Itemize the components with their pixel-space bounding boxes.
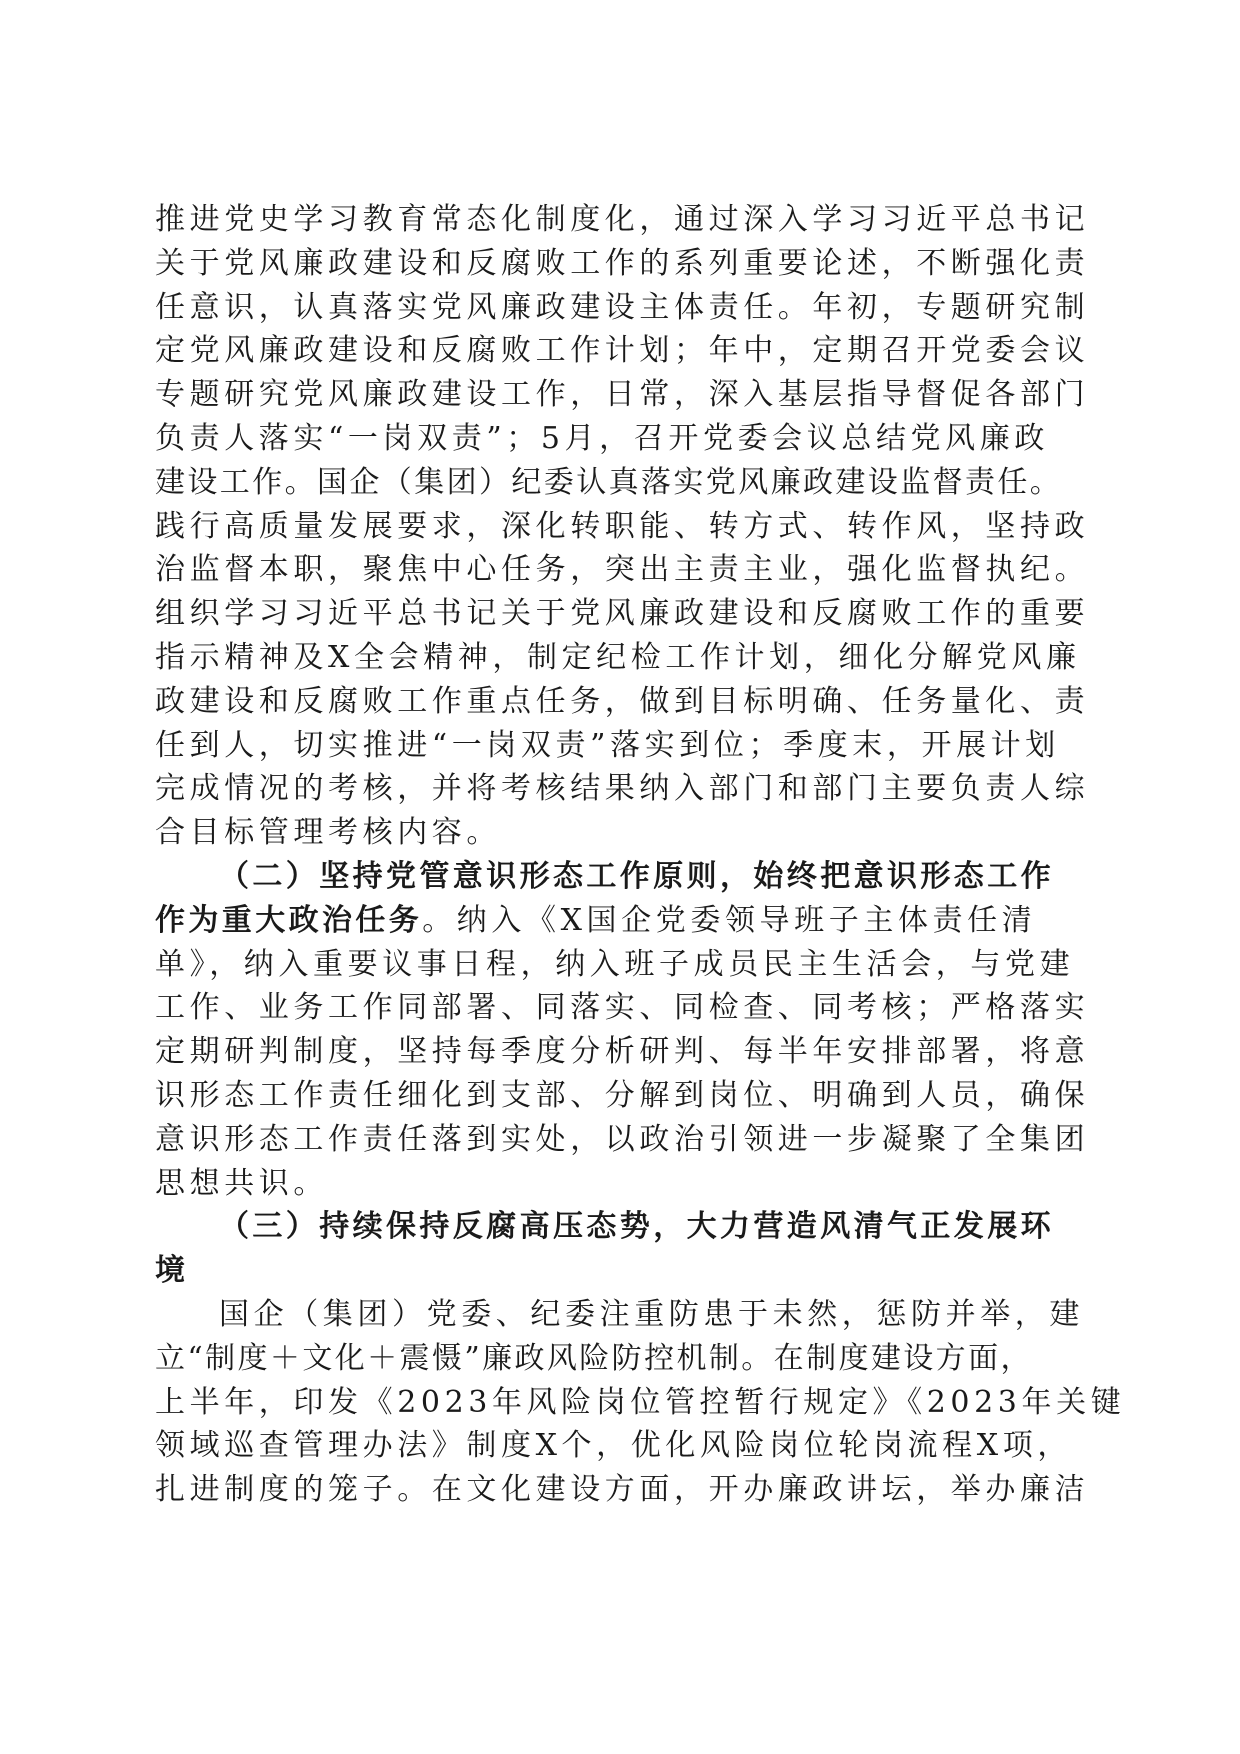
section-1-paragraph xyxy=(155,198,1090,855)
text-line: 定党风廉政建设和反腐败工作计划；年中，定期召开党委会议 xyxy=(155,333,1090,369)
text-line: 合目标管理考核内容。 xyxy=(155,815,501,851)
section-3-heading: （三）持续保持反腐高压态势，大力营造风清气正发展环 xyxy=(219,1209,1054,1245)
text-line: 领域巡查管理办法》制度X个，优化风险岗位轮岗流程X项， xyxy=(155,1428,1072,1464)
section-2-heading-continued xyxy=(155,899,1075,943)
section-2-heading: （二）坚持党管意识形态工作原则，始终把意识形态工作 xyxy=(219,858,1054,894)
section-2-paragraph xyxy=(155,855,1090,1205)
text-line: 意识形态工作责任落到实处，以政治引领进一步凝聚了全集团 xyxy=(155,1121,1090,1157)
text-line: 推进党史学习教育常态化制度化，通过深入学习习近平总书记 xyxy=(155,202,1090,237)
text-line: 负责人落实“一岗双责”；5月，召开党委会议总结党风廉政 xyxy=(155,420,1049,456)
text-line: 任意识，认真落实党风廉政建设主体责任。年初，专题研究制 xyxy=(155,289,1090,325)
text-line: 立“制度＋文化＋震慑”廉政风险防控机制。在制度建设方面， xyxy=(155,1340,1033,1376)
text-line: 扎进制度的笼子。在文化建设方面，开办廉政讲坛，举办廉洁 xyxy=(155,1472,1090,1508)
text-line: 专题研究党风廉政建设工作，日常，深入基层指导督促各部门 xyxy=(155,377,1090,413)
text-line: 治监督本职，聚焦中心任务，突出主责主业，强化监督执纪。 xyxy=(155,552,1090,588)
text-line: 单》，纳入重要议事日程，纳入班子成员民主生活会，与党建 xyxy=(155,946,1075,982)
text-line: 关于党风廉政建设和反腐败工作的系列重要论述，不断强化责 xyxy=(155,245,1090,281)
text-line: 国企（集团）党委、纪委注重防患于未然，惩防并举，建 xyxy=(219,1296,1084,1332)
text-line: 思想共识。 xyxy=(155,1165,328,1201)
text-line: 任到人，切实推进“一岗双责”落实到位；季度末，开展计划 xyxy=(155,727,1060,763)
text-line: 建设工作。国企（集团）纪委认真落实党风廉政建设监督责任。 xyxy=(155,464,1063,500)
text-line: 上半年，印发《2023年风险岗位管控暂行规定》《2023年关键 xyxy=(155,1384,1126,1420)
text-line: 政建设和反腐败工作重点任务，做到目标明确、任务量化、责 xyxy=(155,683,1090,719)
text-line: 识形态工作责任细化到支部、分解到岗位、明确到人员，确保 xyxy=(155,1077,1090,1113)
text-line: 完成情况的考核，并将考核结果纳入部门和部门主要负责人综 xyxy=(155,771,1090,807)
text-line: 指示精神及X全会精神，制定纪检工作计划，细化分解党风廉 xyxy=(155,639,1081,675)
text-line: 定期研判制度，坚持每季度分析研判、每半年安排部署，将意 xyxy=(155,1034,1090,1070)
section-3-heading-continued: 境 xyxy=(155,1253,189,1289)
text-line: 组织学习习近平总书记关于党风廉政建设和反腐败工作的重要 xyxy=(155,596,1090,632)
section-2-heading-bold: 作为重大政治任务 xyxy=(155,902,423,938)
section-2-text: 。纳入《X国企党委领导班子主体责任清 xyxy=(422,902,1037,938)
document-body xyxy=(155,198,1126,1512)
section-3-paragraph xyxy=(155,1205,1126,1512)
text-line: 工作、业务工作同部署、同落实、同检查、同考核；严格落实 xyxy=(155,990,1090,1026)
text-line: 践行高质量发展要求，深化转职能、转方式、转作风，坚持政 xyxy=(155,508,1090,544)
